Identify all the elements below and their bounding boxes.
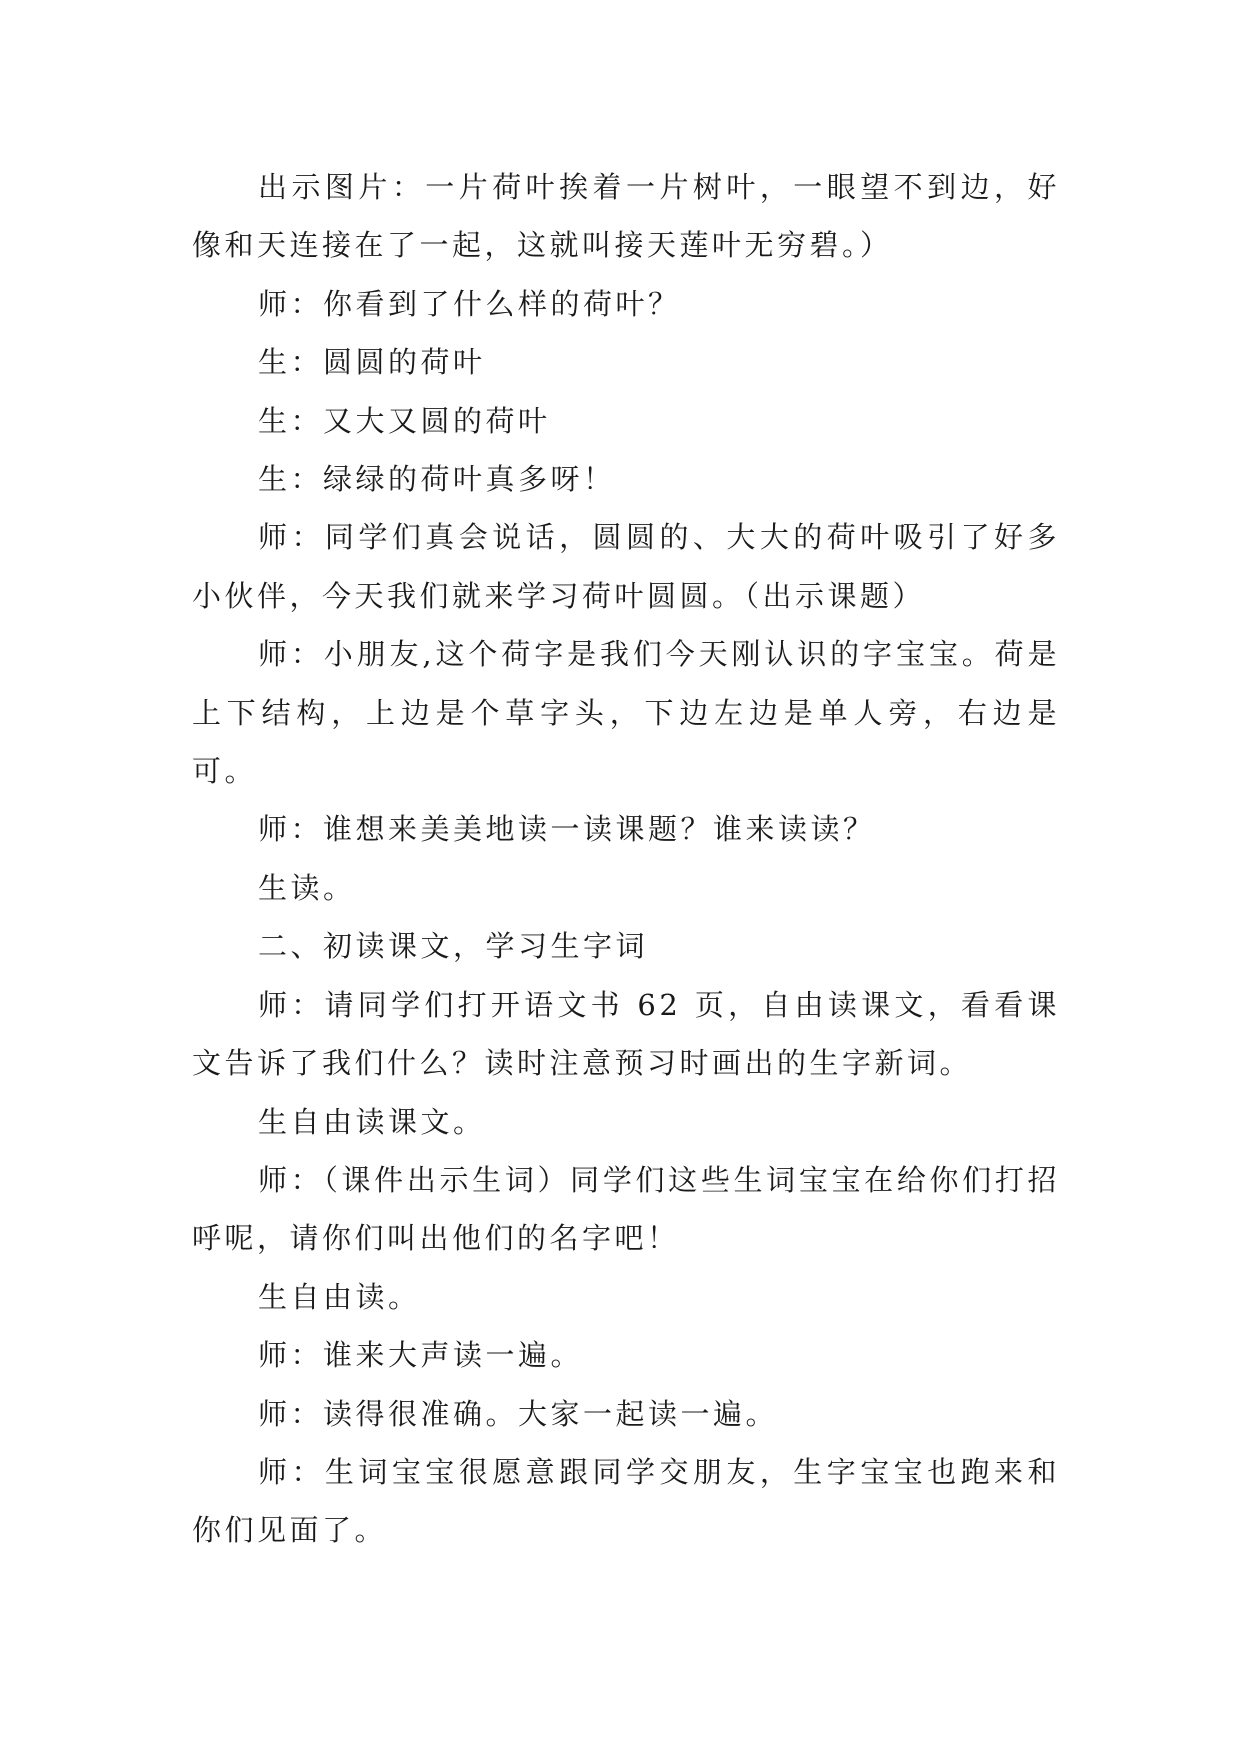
paragraph: 生：绿绿的荷叶真多呀！ <box>258 462 616 497</box>
paragraph: 师：读得很准确。大家一起读一遍。 <box>258 1396 779 1431</box>
paragraph: 师：请同学们打开语文书 62 页，自由读课文，看看课文告诉了我们什么？读时注意预习时画出的生字新词。 <box>192 987 1060 1081</box>
paragraph: 生：又大又圆的荷叶 <box>258 403 551 438</box>
paragraph: 生：圆圆的荷叶 <box>258 345 486 380</box>
paragraph: 生自由读。 <box>258 1279 421 1314</box>
paragraph: 生自由读课文。 <box>258 1104 486 1139</box>
paragraph: 师：生词宝宝很愿意跟同学交朋友，生字宝宝也跑来和你们见面了。 <box>192 1454 1060 1548</box>
paragraph: 师：同学们真会说话，圆圆的、大大的荷叶吸引了好多小伙伴，今天我们就来学习荷叶圆圆。（出示课题） <box>192 520 1060 613</box>
paragraph: 出示图片：一片荷叶挨着一片树叶，一眼望不到边，好像和天连接在了一起，这就叫接天莲叶无穷碧。） <box>192 170 1060 263</box>
paragraph: 师：（课件出示生词）同学们这些生词宝宝在给你们打招呼呢，请你们叫出他们的名字吧！ <box>192 1162 1060 1256</box>
paragraph: 生读。 <box>258 870 356 905</box>
paragraph: 师：谁想来美美地读一读课题？谁来读读？ <box>258 812 876 847</box>
paragraph: 师：你看到了什么样的荷叶？ <box>258 286 681 321</box>
document-body <box>192 158 1060 1560</box>
section-heading: 二、初读课文，学习生字词 <box>258 929 649 964</box>
paragraph: 师：小朋友,这个荷字是我们今天刚认识的字宝宝。荷是上下结构，上边是个草字头，下边左边是单人旁，右边是可。 <box>192 637 1060 789</box>
paragraph: 师：谁来大声读一遍。 <box>258 1338 584 1373</box>
